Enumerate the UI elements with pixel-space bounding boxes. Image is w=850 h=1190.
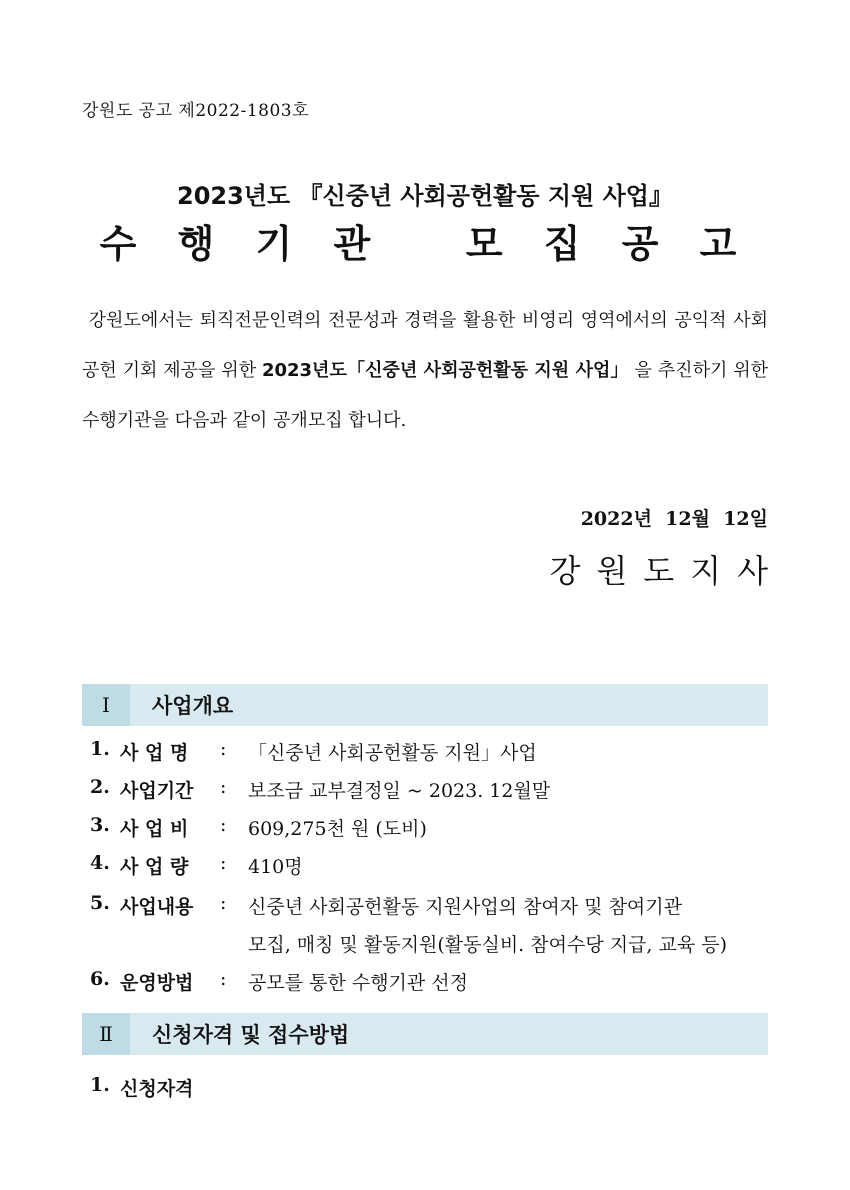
item-label: 사 업 명: [120, 742, 189, 764]
item-value: 「신중년 사회공헌활동 지원」사업: [248, 742, 537, 764]
item-value: 신중년 사회공헌활동 지원사업의 참여자 및 참여기관: [248, 896, 682, 918]
item-number: 2.: [90, 776, 110, 798]
item-number: 1.: [90, 1074, 110, 1096]
item-value: 410명: [248, 856, 303, 878]
section-number: Ⅰ: [82, 684, 130, 726]
list-item: [90, 852, 303, 879]
item-value: 609,275천 원 (도비): [248, 818, 427, 840]
intro-paragraph: [82, 296, 768, 446]
item-label: 운영방법: [120, 972, 194, 994]
item-value-continuation: 모집, 매칭 및 활동지원(활동실비. 참여수당 지급, 교육 등): [248, 934, 728, 956]
item-label: 사 업 비: [120, 818, 189, 840]
list-item: [90, 968, 468, 995]
notice-number: 강원도 공고 제2022-1803호: [82, 101, 310, 121]
item-colon: :: [220, 814, 227, 836]
item-colon: :: [220, 776, 227, 798]
intro-text-2: 을 추진하기 위한 수행기관을 다음과 같이 공개모집 합니다.: [82, 360, 768, 431]
governor-signature: 강원도지사: [549, 552, 784, 590]
item-colon: :: [220, 968, 227, 990]
title-line-1: 2023년도 『신중년 사회공헌활동 지원 사업』: [177, 182, 673, 210]
item-number: 5.: [90, 892, 110, 914]
item-label: 사업기간: [120, 780, 194, 802]
item-value: 보조금 교부결정일 ~ 2023. 12월말: [248, 780, 551, 802]
section-title: 신청자격 및 접수방법: [152, 1023, 350, 1047]
list-item: [90, 738, 537, 765]
item-number: 6.: [90, 968, 110, 990]
section-header-overview: [82, 684, 768, 726]
notice-date: 2022년 12월 12일: [580, 508, 768, 530]
item-number: 4.: [90, 852, 110, 874]
item-colon: :: [220, 738, 227, 760]
list-item: [90, 814, 427, 841]
list-item: [90, 1074, 193, 1101]
item-number: 1.: [90, 738, 110, 760]
list-item: [90, 892, 682, 919]
item-number: 3.: [90, 814, 110, 836]
item-label: 사 업 량: [120, 856, 189, 878]
title-line-2: 수 행 기 관 모 집 공 고: [99, 222, 751, 266]
intro-bold-project: 2023년도「신중년 사회공헌활동 지원 사업」: [261, 360, 629, 381]
item-label: 사업내용: [120, 896, 194, 918]
item-colon: :: [220, 892, 227, 914]
intro-text-1: 강원도에서는 퇴직전문인력의 전문성과 경력을 활용한 비영리 영역에서의 공익적 사회공헌 기회 제공을 위한: [82, 310, 768, 381]
section-title: 사업개요: [152, 694, 234, 718]
item-colon: :: [220, 852, 227, 874]
item-value: 공모를 통한 수행기관 선정: [248, 972, 469, 994]
item-label: 신청자격: [120, 1078, 194, 1100]
section-number: Ⅱ: [82, 1013, 130, 1055]
section-header-eligibility: [82, 1013, 768, 1055]
list-item: [90, 776, 550, 803]
